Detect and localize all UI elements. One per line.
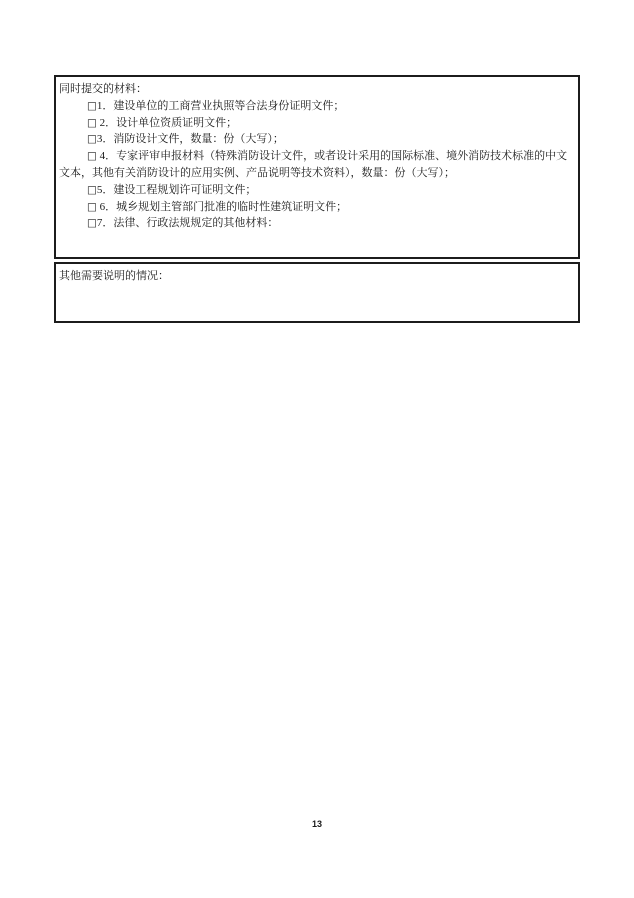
checklist-item-label: 2．设计单位资质证明文件； bbox=[96, 116, 238, 129]
checklist-item bbox=[59, 148, 572, 182]
notes-title: 其他需要说明的情况： bbox=[59, 270, 169, 282]
checkbox-icon: □ bbox=[87, 116, 97, 129]
materials-section bbox=[54, 75, 580, 259]
checklist-item bbox=[59, 98, 572, 115]
notes-section bbox=[54, 262, 580, 323]
checklist-item-label: 1．建设单位的工商营业执照等合法身份证明文件； bbox=[96, 99, 345, 112]
checklist-item bbox=[59, 131, 572, 148]
checkbox-icon: □ bbox=[87, 217, 97, 230]
checklist-item bbox=[59, 115, 572, 132]
checklist-item-label: 5．建设工程规划许可证明文件； bbox=[96, 183, 257, 196]
checklist-item-label: 4．专家评审申报材料（特殊消防设计文件，或者设计采用的国际标准、境外消防技术标准的中文文本，其他有关消防设计的应用实例、产品说明等技术资料），数量：份（大写）； bbox=[59, 150, 568, 179]
checklist-item-label: 6．城乡规划主管部门批准的临时性建筑证明文件； bbox=[96, 200, 348, 213]
checklist-item bbox=[59, 215, 572, 232]
checkbox-icon: □ bbox=[87, 200, 97, 213]
materials-title: 同时提交的材料： bbox=[59, 83, 147, 95]
checklist-item-label: 7．法律、行政法规规定的其他材料： bbox=[96, 217, 279, 230]
page-number: 13 bbox=[311, 819, 322, 829]
checkbox-icon: □ bbox=[87, 133, 97, 146]
checkbox-icon: □ bbox=[87, 183, 97, 196]
checkbox-icon: □ bbox=[87, 150, 97, 163]
checklist-item bbox=[59, 199, 572, 216]
checklist-item bbox=[59, 182, 572, 199]
checklist-item-label: 3．消防设计文件，数量：份（大写）； bbox=[96, 133, 284, 146]
checkbox-icon: □ bbox=[87, 99, 97, 112]
